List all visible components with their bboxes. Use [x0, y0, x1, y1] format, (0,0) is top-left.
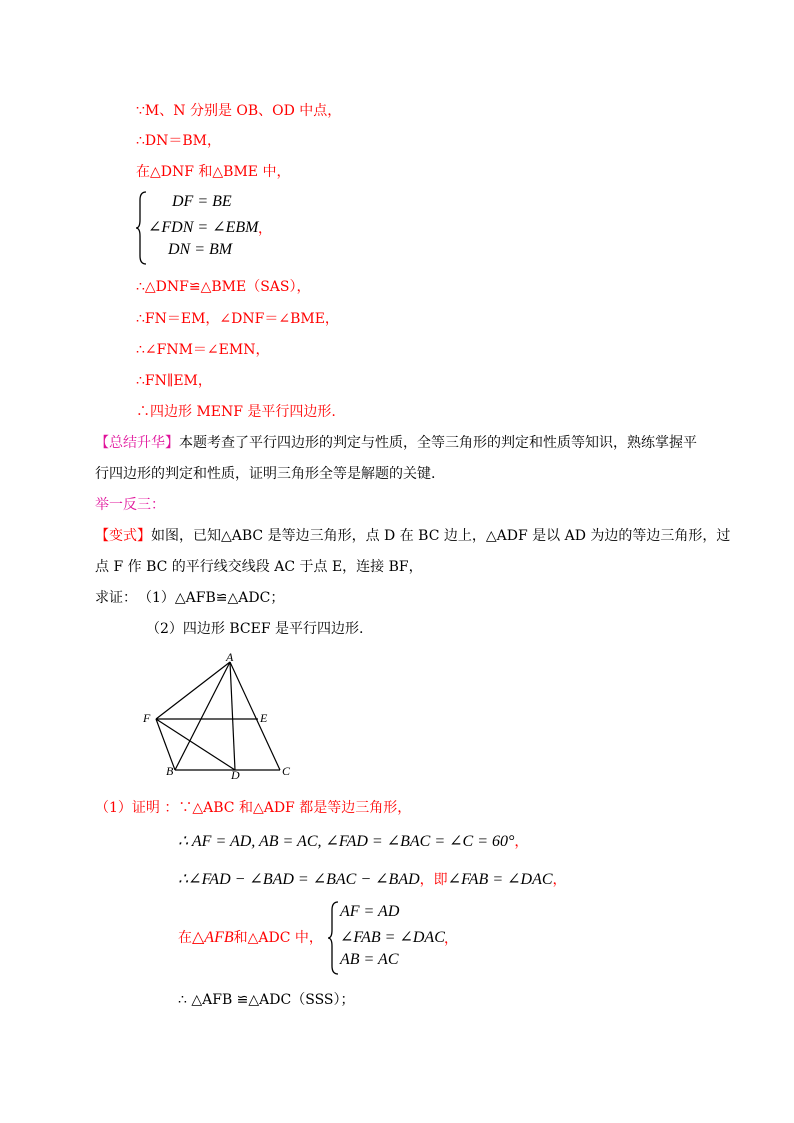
label-E: E [260, 711, 268, 725]
proof-b-head-text: ∵△ABC 和△ADF 都是等边三角形， [178, 800, 412, 816]
proof-b-in [178, 928, 323, 948]
label-A: A [226, 652, 234, 664]
brace-icon-2 [328, 900, 340, 976]
proof-b-head [95, 798, 411, 818]
label-C: C [282, 764, 291, 778]
proof-line-7: ∴FN∥EM， [136, 373, 212, 389]
proof-b-conclusion: ∴ △AFB ≌△ADC（SSS）； [178, 992, 355, 1008]
summary-text-1: 本题考查了平行四边形的判定与性质，全等三角形的判定和性质等知识，熟练掌握平 [179, 435, 697, 451]
question-label: 求证： [95, 590, 137, 606]
system2-row-2: ∠FAB = ∠DAC [340, 929, 445, 946]
question-2-text: （2）四边形 BCEF 是平行四边形. [146, 621, 364, 637]
label-D: D [231, 768, 240, 782]
summary-text-2: 行四边形的判定和性质，证明三角形全等是解题的关键. [95, 466, 436, 482]
variant-text-1: 如图，已知△ABC 是等边三角形，点 D 在 BC 边上，△ADF 是以 AD 为边的等边三角形，过 [151, 528, 731, 544]
section-title: 举一反三： [95, 497, 165, 513]
in-tri1: △AFB [192, 929, 234, 946]
eq2: ∴∠FAD − ∠BAD = ∠BAC − ∠BAD [178, 871, 420, 888]
label-F: F [143, 711, 151, 725]
segment-AD [230, 662, 235, 770]
proof-line-6: ∴∠FNM＝∠EMN， [136, 342, 270, 358]
brace-icon [136, 190, 148, 266]
proof-line-2: ∴DN＝BM， [136, 133, 222, 149]
system1-row-1: DF = BE [172, 193, 232, 210]
eq1-comma: ， [514, 834, 529, 850]
geometry-figure [140, 652, 300, 782]
segment-AF [156, 662, 230, 719]
system2-row-1: AF = AD [340, 903, 400, 920]
system1-row-3: DN = BM [168, 241, 233, 258]
proof-line-1: ∵M、N 分别是 OB、OD 中点， [136, 103, 342, 119]
segment-AC [230, 662, 280, 770]
proof-line-4: ∴△DNF≌△BME（SAS）， [136, 279, 311, 295]
proof-b-eq2 [178, 870, 567, 890]
system1-comma: ， [258, 221, 272, 237]
system2-comma: ， [444, 931, 458, 947]
variant-tag: 【变式】 [95, 528, 151, 544]
variant-line-1 [95, 526, 730, 546]
in-label: 在 [178, 930, 192, 946]
proof-line-3: 在△DNF 和△BME 中， [136, 164, 291, 180]
segment-AB [175, 662, 230, 770]
proof-b-eq1 [178, 832, 528, 852]
proof-line-5: ∴FN＝EM，∠DNF＝∠BME， [136, 311, 339, 327]
system1-row-2: ∠FDN = ∠EBM [148, 219, 259, 236]
in-and: 和△ADC 中， [233, 930, 323, 946]
segment-FD [156, 719, 235, 770]
eq2-b: ∠FAB = ∠DAC [447, 871, 553, 888]
question-1-text: （1）△AFB≌△ADC； [145, 590, 285, 606]
equation-system-1 [136, 190, 316, 266]
proof-b-label: （1）证明 ： [95, 800, 179, 816]
label-B: B [166, 764, 174, 778]
equation-system-2 [328, 900, 488, 976]
eq1: ∴ AF = AD, AB = AC, ∠FAD = ∠BAC = ∠C = 60° [178, 833, 515, 850]
variant-text-2: 点 F 作 BC 的平行线交线段 AC 于点 E，连接 BF， [95, 559, 423, 575]
proof-line-8: ∴四边形 MENF 是平行四边形. [136, 404, 336, 420]
eq2-comma: ， [552, 872, 567, 888]
question-1 [95, 588, 284, 608]
eq2-mid: ，即 [419, 872, 448, 888]
summary-line-1 [95, 433, 697, 453]
segment-FB [156, 719, 175, 770]
system2-row-3: AB = AC [340, 951, 399, 968]
summary-tag: 【总结升华】 [95, 435, 179, 451]
